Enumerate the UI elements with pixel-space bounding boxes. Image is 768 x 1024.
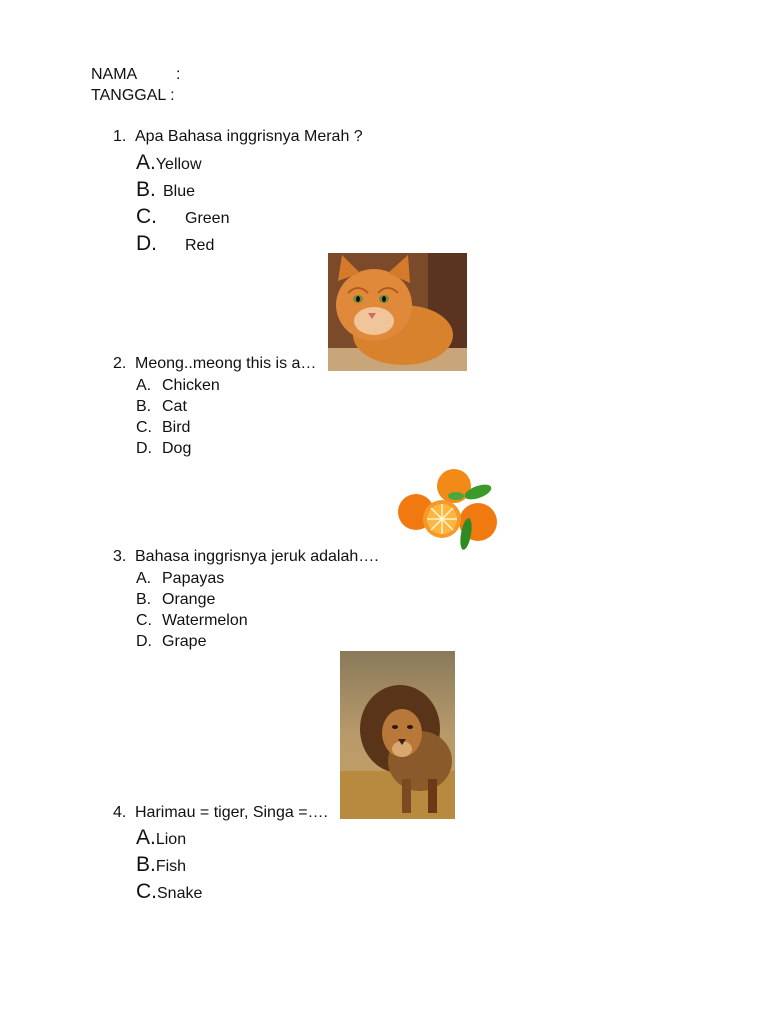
option-letter: A. [136,151,156,174]
option-text: Papayas [162,570,225,587]
orange-image [390,462,502,560]
option-text: Watermelon [162,612,248,629]
question-1 [113,127,363,147]
question-text: Apa Bahasa inggrisnya Merah ? [135,128,363,145]
option-letter: A. [136,570,152,587]
option-letter: B. [136,178,156,201]
option-letter: A. [136,826,156,849]
q2-option-d [136,438,191,459]
cat-image [328,253,467,371]
option-letter: D. [136,440,152,457]
option-letter: C. [136,612,152,629]
option-text: Yellow [155,156,202,173]
q2-option-c [136,417,190,438]
question-number: 3. [113,548,127,565]
q3-option-d [136,631,206,652]
q4-option-a [136,824,186,853]
option-text: Grape [162,633,207,650]
q3-option-a [136,568,224,589]
q3-option-b [136,589,215,610]
question-number: 2. [113,355,127,372]
option-text: Dog [162,440,192,457]
question-number: 1. [113,128,127,145]
option-text: Green [185,210,230,227]
option-letter: D. [136,232,157,255]
question-text: Harimau = tiger, Singa =…. [135,804,328,821]
option-letter: B. [136,853,156,876]
question-2 [113,354,316,374]
option-letter: D. [136,633,152,650]
option-text: Bird [162,419,191,436]
option-text: Red [185,237,215,254]
q3-option-c [136,610,248,631]
q1-option-b [136,176,195,205]
question-text: Meong..meong this is a… [135,355,317,372]
option-letter: A. [136,377,152,394]
option-text: Lion [155,831,187,848]
option-text: Snake [157,885,203,902]
option-text: Cat [162,398,187,415]
option-letter: C. [136,880,157,903]
question-number: 4. [113,804,127,821]
q1-option-d [136,230,214,259]
option-letter: C. [136,419,152,436]
question-text: Bahasa inggrisnya jeruk adalah…. [135,548,379,565]
question-3 [113,547,379,567]
q1-option-a [136,149,202,178]
question-4 [113,803,328,823]
option-text: Chicken [162,377,220,394]
q4-option-b [136,851,186,880]
name-label: NAMA [91,66,138,83]
date-field-label: TANGGAL : [91,87,175,104]
name-field-label [91,65,181,85]
q2-option-b [136,396,187,417]
option-letter: B. [136,591,152,608]
option-text: Blue [163,183,196,200]
option-text: Fish [155,858,187,875]
option-text: Orange [162,591,216,608]
q1-option-c [136,203,229,232]
name-colon: : [176,66,181,83]
q2-option-a [136,375,220,396]
q4-option-c [136,878,202,907]
lion-image [340,651,455,819]
option-letter: B. [136,398,152,415]
option-letter: C. [136,205,157,228]
